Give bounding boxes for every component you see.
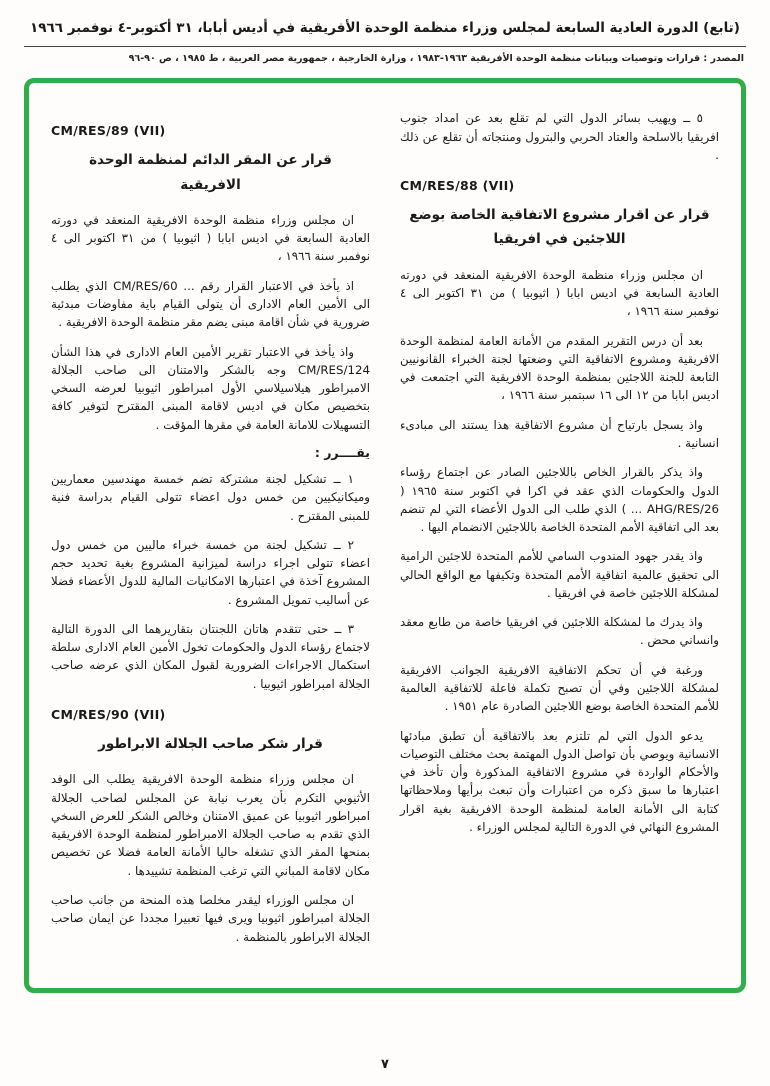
columns-container: [51, 109, 719, 957]
paragraph: واذ يأخذ في الاعتبار تقرير الأمين العام الادارى في هذا الشأن CM/RES/124 وجه بالشكر والامتنان الى صاحب الجلالة الامبراطور هيلاسيلاسي الأول امبراطور اثيوبيا لعرضه السخي بتخصيص مكان في اديس لاقامة المبنى المقترح لتوفير كافة التسهيلات للامانة العامة في مقرها المؤقت .: [51, 344, 370, 432]
resolution-title: قرار شكر صاحب الجلالة الابراطور: [98, 736, 323, 753]
resolution-title: قرار عن المقر الدائم لمنظمة الوحدة الافريقية: [89, 152, 332, 193]
paragraph: ٣ ــ حتى تتقدم هاتان اللجنتان بتقاريرهما الى الدورة التالية لاجتماع رؤساء الدول والحكومات تخول الأمين العام الادارى سلطة استكمال الاجراءات الضرورية لقبول المكان الذي عرضه صاحب الجلالة امبراطور اثيوبيا .: [51, 621, 370, 691]
paragraph: ان مجلس وزراء منظمة الوحدة الافريقية يطلب الى الوفد الأثيوبي التكرم بأن يعرب نيابة عن المجلس لصاحب الجلالة امبراطور اثيوبيا عن عميق الامتنان وخالص الشكر للعرض السخي الذي تقدم به صاحب الجلالة الامبراطور لمنظمة الوحدة الافريقية بمنحها المقر الذي تشغله حاليا الأمانة العامة فضلا عن تخصيص مكان لاقامة المباني التي ترغب المنظمة تشييدها .: [51, 772, 370, 878]
paragraph: ٥ ــ ويهيب بسائر الدول التي لم تقلع بعد عن امداد جنوب افريقيا بالاسلحة والعتاد الحربي والبترول ومنتجاته أن تقلع عن ذلك .: [400, 111, 719, 162]
source-line: المصدر : قرارات وتوصيات وبيانات منظمة الوحدة الأفريقية ١٩٦٣-١٩٨٣ ، وزارة الخارجية ، جمهورية مصر العربية ، ط ١٩٨٥ ، ص ٩٠-٩٦: [128, 53, 744, 65]
paragraph: اذ يأخذ في الاعتبار القرار رقم ... CM/RES/60 الذي يطلب الى الأمين العام الادارى أن يتولى القيام باية مفاوضات مبدئية ضرورية في شأن اقامة مبنى يضم مقر منظمة الوحدة الافريقية .: [51, 278, 370, 330]
column-left: [51, 109, 370, 957]
column-right: [400, 109, 719, 957]
paragraph: ١ ــ تشكيل لجنة مشتركة تضم خمسة مهندسين معماريين وميكانيكيين من خمس دول اعضاء تتولى القيام بدراسة فنية للمبنى المقترح .: [51, 471, 370, 523]
paragraph: ان مجلس الوزراء ليقدر مخلصا هذه المنحة من جانب صاحب الجلالة امبراطور اثيوبيا ويرى فيها تعبيرا مجددا عن ايمان صاحب الجلالة الابراطور بالمنظمة .: [51, 893, 370, 944]
paragraph: يدعو الدول التي لم تلتزم بعد بالاتفاقية أن تطبق مبادئها الانسانية ويوصي بأن تواصل الدول المهتمة بحث مختلف التوصيات والأحكام الواردة في مشروع الاتفاقية المذكورة وأن تأخذ في اعتبارها ما سبق ذكره من اعتبارات وأن تبعث برأيها وملاحظاتها كتابة الى الأمانة العامة لمنظمة الوحدة الافريقية بغية اقرار المشروع النهائي في الدورة التالية لمجلس الوزراء .: [400, 728, 719, 834]
resolution-code: CM/RES/88 (VII): [400, 178, 515, 194]
paragraph: واذ يدرك ما لمشكلة اللاجئين في افريقيا خاصة من طابع معقد وانساني محض .: [400, 615, 719, 648]
paragraph: واذ يسجل بارتياح أن مشروع الاتفاقية هذا يستند الى مبادىء انسانية .: [400, 417, 719, 450]
resolution-code: CM/RES/90 (VII): [51, 707, 166, 723]
paragraph: ورغبة في أن تحكم الاتفاقية الافريقية الجوانب الافريقية لمشكلة اللاجئين وفي أن تصبح تكملة فاعلة للاتفاقية العالمية للأمم المتحدة الخاصة بوضع اللاجئين الصادرة عام ١٩٥١ .: [400, 662, 719, 714]
paragraph: ان مجلس وزراء منظمة الوحدة الافريقية المنعقد في دورته العادية السابعة في اديس ابابا ( اثيوبيا ) من ٣١ اكتوبر الى ٤ نوفمبر سنة ١٩٦٦ ،: [51, 212, 371, 264]
resolution-code: CM/RES/89 (VII): [51, 123, 166, 139]
paragraph: واذ يذكر بالقرار الخاص باللاجئين الصادر عن اجتماع رؤساء الدول والحكومات الذي عقد في اكرا في اكتوبر سنة ١٩٦٥ ( AHG/RES/26 ... ) الذي طلب الى الدول الأعضاء التي لم تنضم بعد الى اتفاقية الأمم المتحدة الخاصة باللاجئين الانضمام اليها .: [400, 465, 719, 535]
paragraph: ان مجلس وزراء منظمة الوحدة الافريقية المنعقد في دورته العادية السابعة في اديس ابابا ( اثيوبيا ) من ٣١ اكتوبر الى ٤ نوفمبر سنة ١٩٦٦ ،: [400, 267, 720, 319]
decree-label: يقــــرر :: [314, 444, 370, 460]
paragraph: بعد أن درس التقرير المقدم من الأمانة العامة لمنظمة الوحدة الافريقية ومشروع الاتفاقية التي وضعتها لجنة الخبراء القانونيين التابعة للجنة اللاجئين بمنظمة الوحدة الافريقية التي اجتمعت في اديس ابابا من ١٢ الى ١٦ سبتمبر سنة ١٩٦٦ ،: [400, 333, 719, 403]
page-number: ٧: [381, 1057, 389, 1072]
paragraph: واذ يقدر جهود المندوب السامي للأمم المتحدة للاجئين الرامية الى تحقيق عالمية اتفاقية الأمم المتحدة وتكيفها مع الواقع الحالي لمشكلة اللاجئين خاصة في افريقيا .: [400, 549, 719, 600]
document-header: (تابع) الدورة العادية السابعة لمجلس وزراء منظمة الوحدة الأفريقية في أديس أبابا، ٣١ أكتوبر-٤ نوفمبر ١٩٦٦: [24, 16, 746, 47]
resolution-title: قرار عن اقرار مشروع الاتفاقية الخاصة بوضع اللاجئين في افريقيا: [409, 207, 710, 248]
paragraph: ٢ ــ تشكيل لجنة من خمسة خبراء ماليين من خمس دول اعضاء تتولى اجراء دراسة لميزانية المشروع بغية تحديد حجم المشروع آخذة في اعتبارها الامكانيات المالية للدول الأعضاء فضلا عن أساليب تمويل المشروع .: [51, 537, 370, 607]
content-frame: [24, 78, 746, 993]
